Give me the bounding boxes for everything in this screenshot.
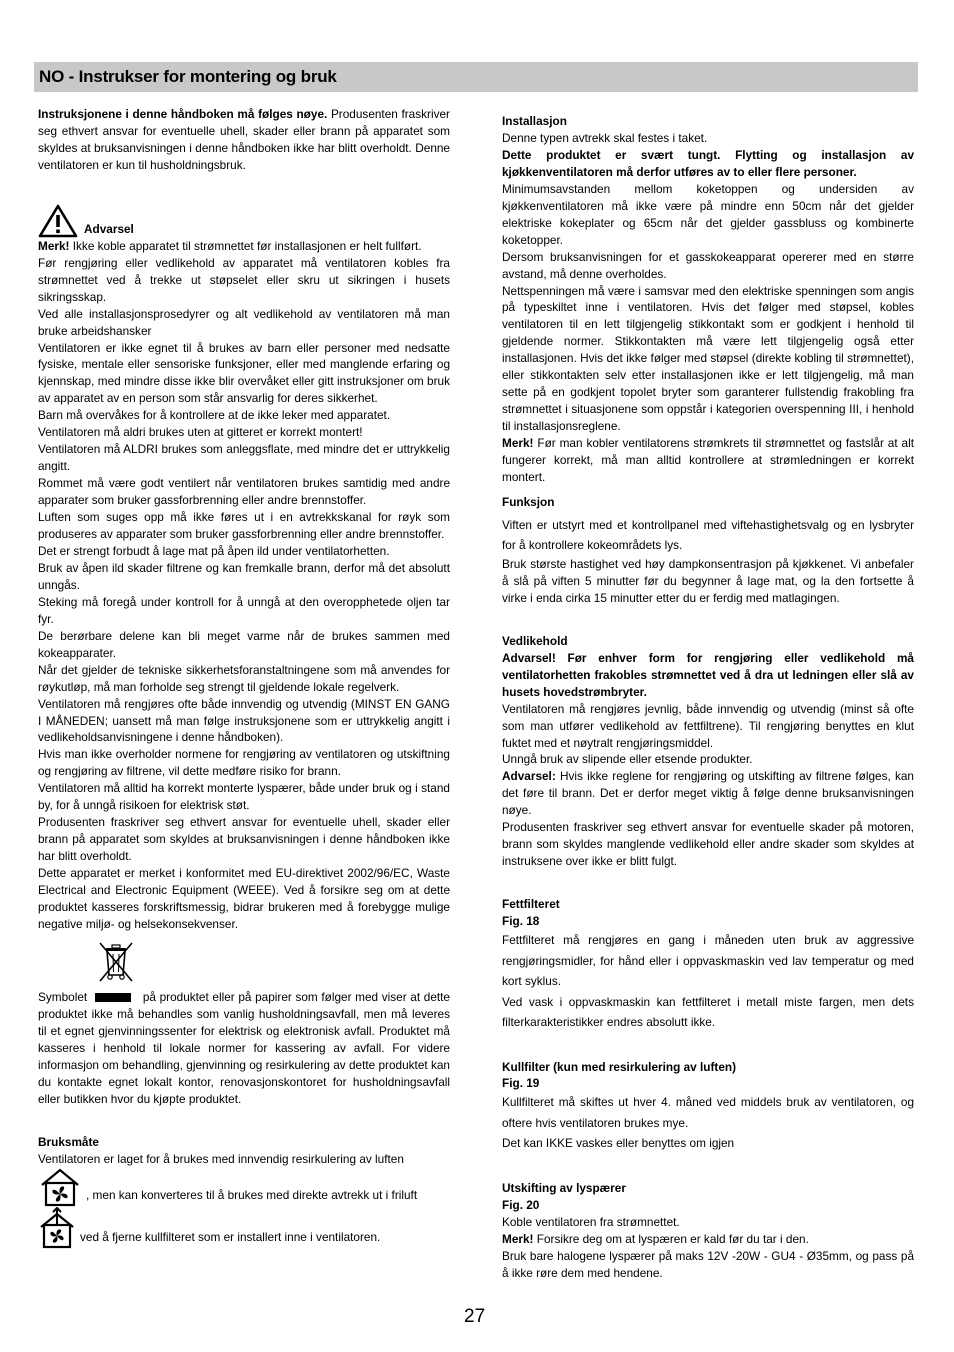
ducted-exhaust-house-icon — [38, 1207, 76, 1249]
symbol-paragraph: Symbolet på produktet eller på papirer som følger med viser at dette produktet ikke må behandles som vanlig husholdningsavfall, men må leveres til et egnet gjenvinningssenter for elektrisk og elektronisk avfall. Produktet må kasseres i henhold til lokale normer for kassering av avfall. For videre informasjon om behandling, gjenvinning og resirkulering av dette produktet kan du kontakte egnet lokalt kontor, renovasjonskontoret for husholdningsavfall eller butikken hvor du kjøpte produktet. — [38, 989, 450, 1106]
weee-paragraph: Dette apparatet er merket i konformitet med EU-direktivet 2002/96/EC, Waste Electrical and Electronic Equipment (WEEE). Ved å forsikre seg om at dette produktet kasseres forskriftsmessig, bidrar brukeren med å forebygge mulige negative miljø- og helsekonsekvenser. — [38, 866, 450, 931]
warning-triangle-icon — [38, 204, 78, 238]
fettfilter-paragraph: Fettfilteret må rengjøres en gang i måneden uten bruk av aggressive rengjøringsmidler, for hånd eller i oppvaskmaskin ved lav temperatur og med kort syklus. — [502, 933, 914, 989]
safety-paragraph: Når det gjelder de tekniske sikkerhetsforanstaltningene som må anvendes for røykutløp, må man forholde seg strengt til gjeldende lokale regelverk. — [38, 662, 450, 694]
safety-paragraph: Luften som suges opp må ikke føres ut i en avtrekkskanal for røyk som produseres av apparater som bruker gassforbrenning eller andre brennstoffer. — [38, 510, 450, 542]
warning-heading: Advarsel — [84, 221, 134, 236]
lyspaerer-paragraph: Bruk bare halogene lyspærer på maks 12V -20W - GU4 - Ø35mm, og pass på å ikke røre dem med hendene. — [502, 1248, 914, 1280]
fettfilter-paragraph: Ved vask i oppvaskmaskin kan fettfilteret i metall miste fargen, men dets filterkarakteristikker endres absolutt ikke. — [502, 994, 914, 1030]
vedlikehold-paragraph: Unngå bruk av slipende eller etsende produkter. — [502, 752, 753, 767]
black-bar-symbol — [95, 993, 131, 1002]
kullfilter-fig: Fig. 19 — [502, 1076, 540, 1091]
safety-paragraph: Ventilatoren er ikke egnet til å brukes av barn eller personer med nedsatte fysiske, mentale eller sensoriske funksjoner, eller med manglende erfaring og kjennskap, med mindre disse ikke blir overvåket eller gitt instruksjoner om bruk av apparatet av en person som står ansvarlig for deres sikkerhet. — [38, 340, 450, 406]
left-column — [38, 106, 450, 1249]
vedlikehold-advarsel: Advarsel: Hvis ikke reglene for rengjøring og utskifting av filtrene følges, kan det føre til brann. Det er derfor meget viktig å følge denne bruksanvisningen nøye. — [502, 769, 914, 818]
installasjon-paragraph: Dersom bruksanvisningen for et gasskokeapparat opererer med en større avstand, må denne overholdes. — [502, 249, 914, 281]
safety-paragraph: Ved alle installasjonsprosedyrer og alt vedlikehold av ventilatoren må man bruke arbeidshansker — [38, 306, 450, 338]
vedlikehold-paragraph: Produsenten fraskriver seg ethvert ansvar for eventuelle skader på motoren, brann som skyldes manglende vedlikehold eller andre skader som skyldes at instruksene over ikke er blitt fulgt. — [502, 820, 914, 869]
funksjon-heading: Funksjon — [502, 494, 555, 509]
installasjon-warning: Dette produktet er svært tungt. Flytting og installasjon av kjøkkenventilatoren må derfor utføres av to eller flere personer. — [502, 147, 914, 179]
kullfilter-paragraph: Kullfilteret må skiftes ut hver 4. måned ved middels bruk av ventilatoren, og oftere hvis ventilatoren brukes mye. — [502, 1095, 914, 1130]
safety-paragraph: De berørbare delene kan bli meget varme når de brukes sammen med kokeapparater. — [38, 628, 450, 660]
funksjon-paragraph: Bruk største hastighet ved høy dampkonsentrasjon på kjøkkenet. Vi anbefaler å slå på viften 5 minutter før du begynner å lage mat, og la den fortsette å virke i enda cirka 15 minutter etter du er ferdig med matlagingen. — [502, 556, 914, 605]
page-title: NO - Instrukser for montering og bruk — [39, 67, 337, 86]
installasjon-paragraph: Denne typen avtrekk skal festes i taket. — [502, 130, 708, 145]
bruk-line-3: ved å fjerne kullfilteret som er installert inne i ventilatoren. — [38, 1207, 450, 1249]
safety-paragraph: Produsenten fraskriver seg ethvert ansvar for eventuelle uhell, skader eller brann på apparatet som skyldes at bruksanvisningen i denne håndboken ikke har blitt overholdt. — [38, 815, 450, 864]
vedlikehold-paragraph: Ventilatoren må rengjøres jevnlig, både innvendig og utvendig (minst så ofte som man utfører vedlikehold av fettfiltrene). Til rengjøring benyttes en klut fuktet med et nøytralt rengjøringsmiddel. — [502, 701, 914, 750]
safety-paragraph: Før rengjøring eller vedlikehold av apparatet må ventilatoren kobles fra strømnettet ved å trekke ut støpselet eller skru ut sikringen i husets sikringsskap. — [38, 255, 450, 304]
installasjon-paragraph: Nettspenningen må være i samsvar med den elektriske spenningen som angis på typeskiltet inne i ventilatoren. Hvis det følger med støpsel, kobles ventilatoren til en lett tilgjengelig stikkontakt som er godkjent i henhold til gjeldende normer. Stikkontakten må være lett tilgjengelig også etter installasjonen. Hvis det ikke følger med støpsel (direkte kobling til strømnettet), eller stikkontakten selv etter installasjonen ikke er lett tilgjengelig, må man sette på en godkjent topolet bryter som garanterer fullstendig frakobling fra strømnettet i situasjonene som oppstår i kategorien overspenning III, i henhold til installasjonsreglene. — [502, 283, 914, 434]
vedlikehold-heading: Vedlikehold — [502, 633, 568, 648]
warning-heading-row — [38, 204, 450, 238]
lyspaerer-paragraph: Koble ventilatoren fra strømnettet. — [502, 1214, 680, 1229]
crossed-out-bin-icon — [94, 939, 138, 983]
safety-paragraph: Det er strengt forbudt å lage mat på åpen ild under ventilatorhetten. — [38, 543, 390, 558]
page-number: 27 — [464, 1306, 486, 1327]
safety-paragraph: Rommet må være godt ventilert når ventilatoren brukes samtidig med andre apparater som bruker gassforbrenning eller andre brennstoffer. — [38, 476, 450, 508]
safety-paragraph: Ventilatoren må rengjøres ofte både innvendig og utvendig (MINST EN GANG I MÅNEDEN; uansett må man følge instruksjonene som er uttrykkelig angitt i vedlikeholdsanvisningene i denne håndboken). — [38, 696, 450, 745]
installasjon-heading: Installasjon — [502, 114, 567, 128]
section-header — [34, 62, 918, 92]
installasjon-paragraph: Minimumsavstanden mellom koketoppen og undersiden av kjøkkenventilatoren må ikke være på mindre enn 50cm når det gjelder elektriske kokeplater og 65cm når det gjelder gassbluss og kombinerte koketopper. — [502, 181, 914, 247]
lyspaerer-fig: Fig. 20 — [502, 1197, 540, 1212]
bruk-line-1: Ventilatoren er laget for å brukes med innvendig resirkulering av luften — [38, 1151, 404, 1166]
intro-paragraph: Instruksjonene i denne håndboken må følges nøye. Produsenten fraskriver seg ethvert ansvar for eventuelle uhell, skader eller brann på apparatet som skyldes at bruksanvisningen i denne håndboken ikke har blitt overholdt. Denne ventilatoren er kun til husholdningsbruk. — [38, 107, 450, 172]
safety-paragraph: Barn må overvåkes for å kontrollere at de ikke leker med apparatet. — [38, 408, 391, 423]
recirculation-house-icon — [38, 1167, 82, 1207]
bruk-heading: Bruksmåte — [38, 1134, 99, 1149]
bruk-line-2: , men kan konverteres til å brukes med direkte avtrekk ut i friluft — [38, 1167, 450, 1207]
right-column — [502, 113, 914, 1282]
merk-paragraph: Merk! Ikke koble apparatet til strømnettet før installasjonen er helt fullført. — [38, 238, 422, 253]
fettfilter-fig: Fig. 18 — [502, 914, 540, 929]
safety-paragraph: Bruk av åpen ild skader filtrene og kan fremkalle brann, derfor må det absolutt unngås. — [38, 560, 450, 592]
safety-paragraph: Steking må foregå under kontroll for å unngå at den overopphetede oljen tar fyr. — [38, 594, 450, 626]
kullfilter-heading: Kullfilter (kun med resirkulering av luften) — [502, 1059, 737, 1074]
safety-paragraph: Hvis man ikke overholder normene for rengjøring av ventilatoren og utskiftning og rengjøring av filtrene, vil dette medføre risiko for brann. — [38, 747, 450, 779]
lyspaerer-heading: Utskifting av lyspærer — [502, 1180, 626, 1195]
safety-paragraph: Ventilatoren må alltid ha korrekt monterte lyspærer, både under bruk og i stand by, for å unngå risikoen for elektrisk støt. — [38, 781, 450, 813]
kullfilter-paragraph: Det kan IKKE vaskes eller benyttes om igjen — [502, 1136, 735, 1151]
installasjon-merk: Merk! Før man kobler ventilatorens strømkrets til strømnettet og fastslår at alt fungerer korrekt, må man alltid kontrollere at strømledningen er korrekt montert. — [502, 436, 914, 485]
safety-paragraph: Ventilatoren må ALDRI brukes som anleggsflate, med mindre det er uttrykkelig angitt. — [38, 442, 450, 474]
lyspaerer-merk: Merk! Forsikre deg om at lyspæren er kald før du tar i den. — [502, 1231, 809, 1246]
weee-symbol — [38, 933, 450, 989]
vedlikehold-warning: Advarsel! Før enhver form for rengjøring eller vedlikehold må ventilatorhetten frakobles strømnettet ved å dra ut ledningen eller slå av husets hovedstrømbryter. — [502, 650, 914, 699]
funksjon-paragraph: Viften er utstyrt med et kontrollpanel med viftehastighetsvalg og en lysbryter for å kontrollere kokeområdets lys. — [502, 517, 914, 553]
safety-paragraph: Ventilatoren må aldri brukes uten at gitteret er korrekt montert! — [38, 425, 363, 440]
fettfilter-heading: Fettfilteret — [502, 897, 560, 912]
